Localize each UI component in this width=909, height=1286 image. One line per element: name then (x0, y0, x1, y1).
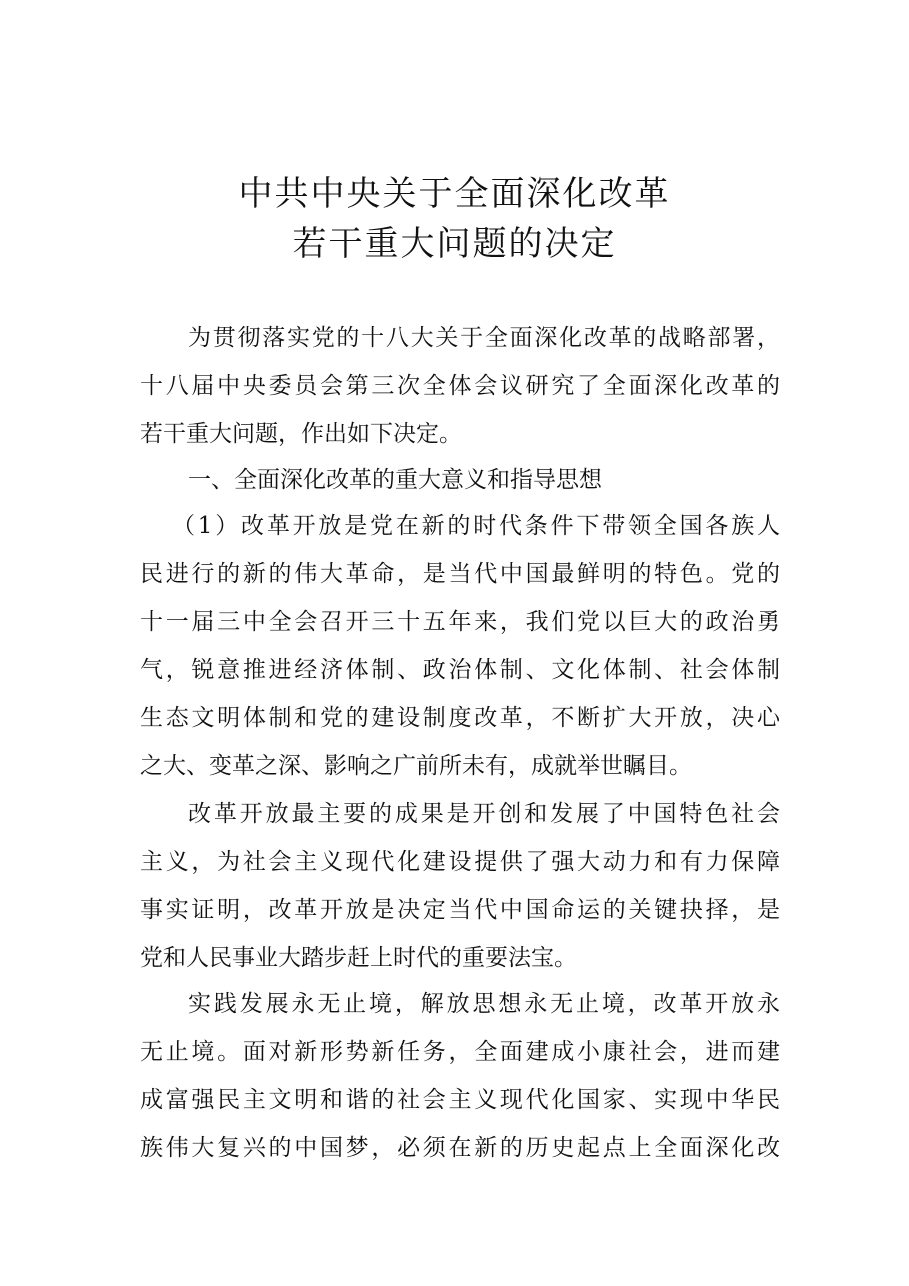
paragraph-2-line-3: 事实证明，改革开放是决定当代中国命运的关键抉择，是 (140, 897, 780, 923)
document-title-line-1: 中共中央关于全面深化改革 (238, 174, 671, 214)
paragraph-3-line-4: 族伟大复兴的中国梦，必须在新的历史起点上全面深化改 (140, 1135, 780, 1161)
paragraph-3-line-1: 实践发展永无止境，解放思想永无止境，改革开放永 (188, 991, 780, 1017)
paragraph-1-line-4: 气，锐意推进经济体制、政治体制、文化体制、社会体制 (140, 657, 780, 683)
paragraph-3-line-2: 无止境。面对新形势新任务，全面建成小康社会，进而建 (140, 1039, 780, 1065)
paragraph-1-line-1: （1）改革开放是党在新的时代条件下带领全国各族人 (172, 513, 780, 539)
paragraph-2-line-1: 改革开放最主要的成果是开创和发展了中国特色社会 (188, 801, 780, 827)
paragraph-2-line-2: 主义，为社会主义现代化建设提供了强大动力和有力保障 (140, 849, 780, 875)
paragraph-3-line-3: 成富强民主文明和谐的社会主义现代化国家、实现中华民 (140, 1087, 780, 1113)
section-heading: 一、全面深化改革的重大意义和指导思想 (188, 467, 602, 493)
paragraph-intro-line-1: 为贯彻落实党的十八大关于全面深化改革的战略部署， (188, 325, 780, 351)
paragraph-2-line-4: 党和人民事业大踏步赶上时代的重要法宝。 (140, 945, 577, 971)
paragraph-intro-line-2: 十八届中央委员会第三次全体会议研究了全面深化改革的 (140, 373, 780, 399)
paragraph-1-line-5: 生态文明体制和党的建设制度改革，不断扩大开放，决心 (140, 705, 780, 731)
paragraph-1-line-2: 民进行的新的伟大革命，是当代中国最鲜明的特色。党的 (140, 561, 780, 587)
document-title-line-2: 若干重大问题的决定 (292, 224, 617, 264)
paragraph-intro-line-3: 若干重大问题，作出如下决定。 (140, 421, 462, 447)
paragraph-1-line-6: 之大、变革之深、影响之广前所未有，成就举世瞩目。 (140, 753, 692, 779)
paragraph-1-line-3: 十一届三中全会召开三十五年来，我们党以巨大的政治勇 (140, 609, 780, 635)
